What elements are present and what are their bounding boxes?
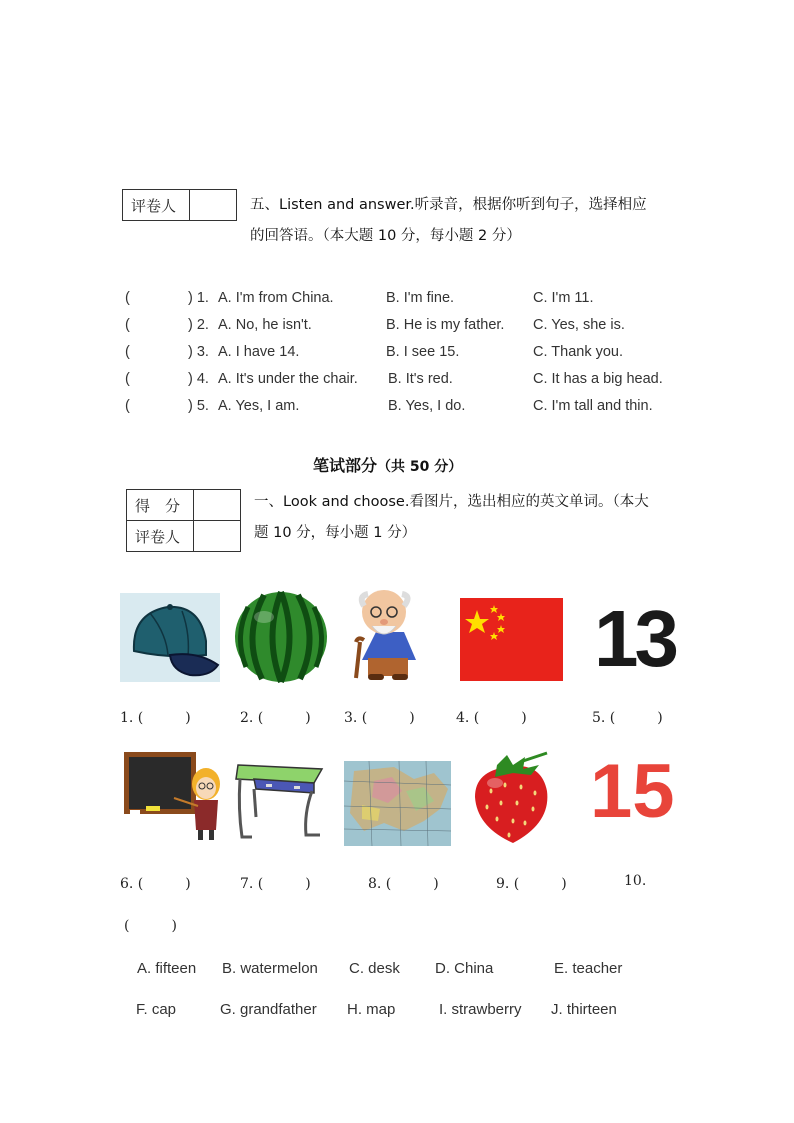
section5-title-line1: 五、Listen and answer.听录音，根据你听到句子，选择相应 [250,197,647,213]
option-b: B. Yes, I do. [388,398,466,414]
desk-picture [234,759,326,841]
option-c: C. I'm 11. [533,290,594,306]
option-i-strawberry: I. strawberry [439,1001,522,1018]
map-picture [344,761,451,846]
score-label: 得 分 [127,490,194,521]
option-c-desk: C. desk [349,960,400,977]
written-part-heading [313,453,462,476]
section5-title-line2: 的回答语。（本大题 10 分，每小题 2 分） [250,228,521,244]
question-row-1 [0,290,794,316]
written-heading-note: （共 50 分） [377,459,463,475]
grader-blank[interactable] [190,190,237,221]
written-heading-text: 笔试部分 [313,456,378,475]
question-row-5 [0,398,794,424]
option-f-cap: F. cap [136,1001,177,1018]
answer-paren[interactable]: ( [125,290,130,306]
section1-title-line2: 题 10 分，每小题 1 分） [254,525,417,541]
score-box-section1 [126,489,241,552]
strawberry-picture [467,751,560,846]
answer-paren[interactable]: ( [125,317,130,333]
grader-blank[interactable] [194,521,241,552]
question-row-4 [0,371,794,397]
option-a: A. I have 14. [218,344,300,360]
question-number: ) 4. [188,371,209,387]
option-a-fifteen: A. fifteen [137,960,197,977]
blank-1[interactable]: 1. ( ) [120,710,191,726]
option-b: B. He is my father. [386,317,505,333]
grader-label: 评卷人 [123,190,190,221]
blank-5[interactable]: 5. ( ) [592,710,663,726]
option-h-map: H. map [347,1001,396,1018]
option-c: C. I'm tall and thin. [533,398,653,414]
option-b: B. It's red. [388,371,453,387]
blank-10-paren[interactable]: ( ) [124,918,177,934]
question-number: ) 3. [188,344,209,360]
option-g-grandfather: G. grandfather [220,1001,317,1018]
option-a: A. I'm from China. [218,290,334,306]
option-d-china: D. China [435,960,494,977]
grandfather-picture [346,586,430,682]
blank-9[interactable]: 9. ( ) [496,876,567,892]
question-row-3 [0,344,794,370]
answer-paren[interactable]: ( [125,398,130,414]
blank-7[interactable]: 7. ( ) [240,876,311,892]
number-13-picture: 13 [594,594,675,683]
option-a: A. It's under the chair. [218,371,358,387]
teacher-picture [122,750,222,842]
option-c: C. It has a big head. [533,371,663,387]
option-a: A. Yes, I am. [218,398,300,414]
number-15-picture: 15 [590,749,675,834]
score-blank[interactable] [194,490,241,521]
china-flag-picture [460,598,563,681]
blank-8[interactable]: 8. ( ) [368,876,439,892]
option-b: B. I see 15. [386,344,460,360]
blank-4[interactable]: 4. ( ) [456,710,527,726]
watermelon-picture [234,589,329,684]
option-c: C. Yes, she is. [533,317,625,333]
question-number: ) 1. [188,290,209,306]
question-number: ) 5. [188,398,209,414]
option-e-teacher: E. teacher [554,960,623,977]
answer-paren[interactable]: ( [125,344,130,360]
blank-10: 10. [624,873,647,889]
section1-title-line1: 一、Look and choose.看图片，选出相应的英文单词。（本大 [254,494,649,510]
option-c: C. Thank you. [533,344,624,360]
option-b-watermelon: B. watermelon [222,960,318,977]
option-a: A. No, he isn't. [218,317,312,333]
blank-3[interactable]: 3. ( ) [344,710,415,726]
blank-2[interactable]: 2. ( ) [240,710,311,726]
question-number: ) 2. [188,317,209,333]
option-b: B. I'm fine. [386,290,455,306]
grader-box-section5 [122,189,237,221]
grader-label: 评卷人 [127,521,194,552]
section1-title [254,487,649,549]
blank-6[interactable]: 6. ( ) [120,876,191,892]
answer-paren[interactable]: ( [125,371,130,387]
question-row-2 [0,317,794,343]
section5-title [250,190,647,252]
option-j-thirteen: J. thirteen [551,1001,617,1018]
cap-picture [120,593,220,682]
